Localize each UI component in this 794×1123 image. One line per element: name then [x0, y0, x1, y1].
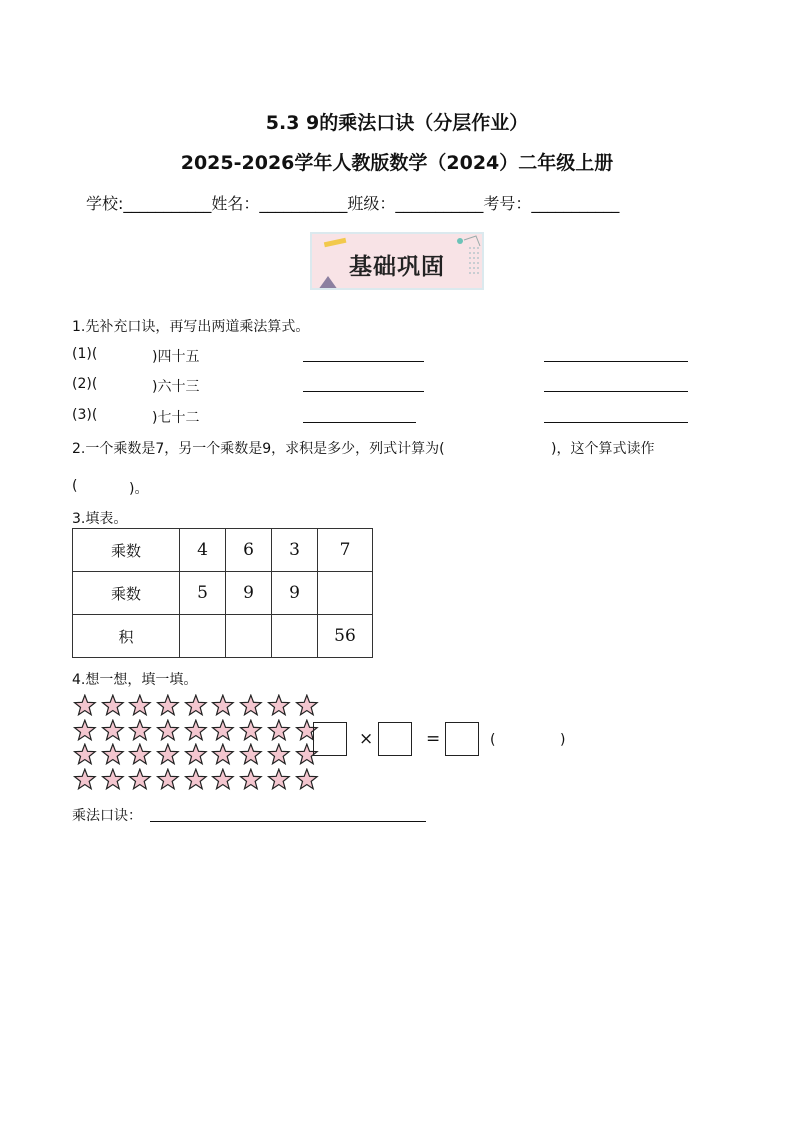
table-row	[73, 529, 373, 572]
q1-item-1-answer-line-b[interactable]	[544, 361, 688, 362]
answer-box-factor-2[interactable]	[378, 722, 412, 756]
section-badge-label: 基础巩固	[349, 254, 445, 280]
table-cell: 4	[180, 529, 226, 572]
table-cell: 积	[73, 615, 180, 658]
star-icon	[126, 768, 154, 792]
star-icon	[126, 719, 154, 743]
star-icon	[71, 694, 99, 718]
star-icon	[99, 719, 127, 743]
q2-text-part2: )，这个算式读作	[551, 441, 655, 457]
q2-text-part1: 2.一个乘数是7，另一个乘数是9，求积是多少，列式计算为(	[72, 441, 445, 457]
star-row	[71, 694, 321, 719]
star-icon	[99, 768, 127, 792]
star-icon	[182, 743, 210, 767]
star-icon	[237, 694, 265, 718]
star-icon	[154, 694, 182, 718]
star-row	[71, 743, 321, 768]
table-cell-answer[interactable]	[272, 615, 318, 658]
q4-prompt: 4.想一想，填一填。	[72, 672, 198, 688]
q1-item-2-answer-line-b[interactable]	[544, 391, 688, 392]
q2-reading-open: (	[72, 478, 78, 494]
star-grid	[71, 694, 321, 792]
table-cell: 6	[226, 529, 272, 572]
table-cell-answer[interactable]	[180, 615, 226, 658]
star-icon	[71, 719, 99, 743]
q1-item-1-answer-line-a[interactable]	[303, 361, 424, 362]
star-icon	[209, 768, 237, 792]
q1-item-3-open: (3)(	[72, 407, 98, 423]
q1-item-2-label: )六十三	[152, 379, 200, 395]
star-row	[71, 719, 321, 744]
star-icon	[293, 768, 321, 792]
star-icon	[99, 694, 127, 718]
star-icon	[265, 694, 293, 718]
q2-reading-close: )。	[129, 481, 149, 497]
rhyme-answer-line[interactable]	[150, 821, 426, 822]
star-icon	[209, 694, 237, 718]
table-cell: 3	[272, 529, 318, 572]
q4-paren-open: (	[490, 732, 496, 748]
q4-paren-close: )	[560, 732, 566, 748]
star-icon	[209, 719, 237, 743]
star-icon	[182, 719, 210, 743]
student-info-line: 学校:___________姓名：___________班级：___________考号：___________	[86, 194, 620, 213]
q1-item-1-open: (1)(	[72, 346, 98, 362]
star-icon	[209, 743, 237, 767]
star-icon	[126, 694, 154, 718]
star-icon	[237, 768, 265, 792]
table-cell: 9	[272, 572, 318, 615]
star-icon	[154, 719, 182, 743]
star-icon	[182, 768, 210, 792]
multiplication-table	[72, 528, 373, 658]
star-icon	[265, 768, 293, 792]
star-icon	[265, 719, 293, 743]
q1-item-3-answer-line-a[interactable]	[303, 422, 416, 423]
table-row	[73, 572, 373, 615]
rhyme-label: 乘法口诀：	[72, 808, 142, 824]
star-icon	[265, 743, 293, 767]
star-icon	[182, 694, 210, 718]
q1-prompt: 1.先补充口诀，再写出两道乘法算式。	[72, 319, 310, 335]
star-icon	[71, 743, 99, 767]
table-row	[73, 615, 373, 658]
q3-prompt: 3.填表。	[72, 511, 128, 527]
times-sign: ×	[359, 729, 374, 749]
table-cell: 7	[318, 529, 373, 572]
table-cell-answer[interactable]	[318, 572, 373, 615]
q1-item-2-answer-line-a[interactable]	[303, 391, 424, 392]
page-subtitle: 2025-2026学年人教版数学（2024）二年级上册	[180, 152, 614, 174]
star-icon	[293, 694, 321, 718]
section-badge	[310, 232, 484, 290]
star-icon	[126, 743, 154, 767]
q1-item-3-answer-line-b[interactable]	[544, 422, 688, 423]
q1-item-1-label: )四十五	[152, 349, 200, 365]
star-icon	[154, 768, 182, 792]
star-icon	[237, 743, 265, 767]
star-row	[71, 768, 321, 793]
page-title: 5.3 9的乘法口诀（分层作业）	[265, 112, 529, 134]
table-cell-answer[interactable]	[226, 615, 272, 658]
equals-sign: =	[426, 729, 441, 749]
table-cell: 9	[226, 572, 272, 615]
q1-item-3-label: )七十二	[152, 410, 200, 426]
answer-box-product[interactable]	[445, 722, 479, 756]
q1-item-2-open: (2)(	[72, 376, 98, 392]
star-icon	[154, 743, 182, 767]
answer-box-factor-1[interactable]	[313, 722, 347, 756]
star-icon	[71, 768, 99, 792]
table-cell: 乘数	[73, 572, 180, 615]
star-icon	[237, 719, 265, 743]
table-cell: 5	[180, 572, 226, 615]
table-cell: 乘数	[73, 529, 180, 572]
star-icon	[99, 743, 127, 767]
table-cell: 56	[318, 615, 373, 658]
